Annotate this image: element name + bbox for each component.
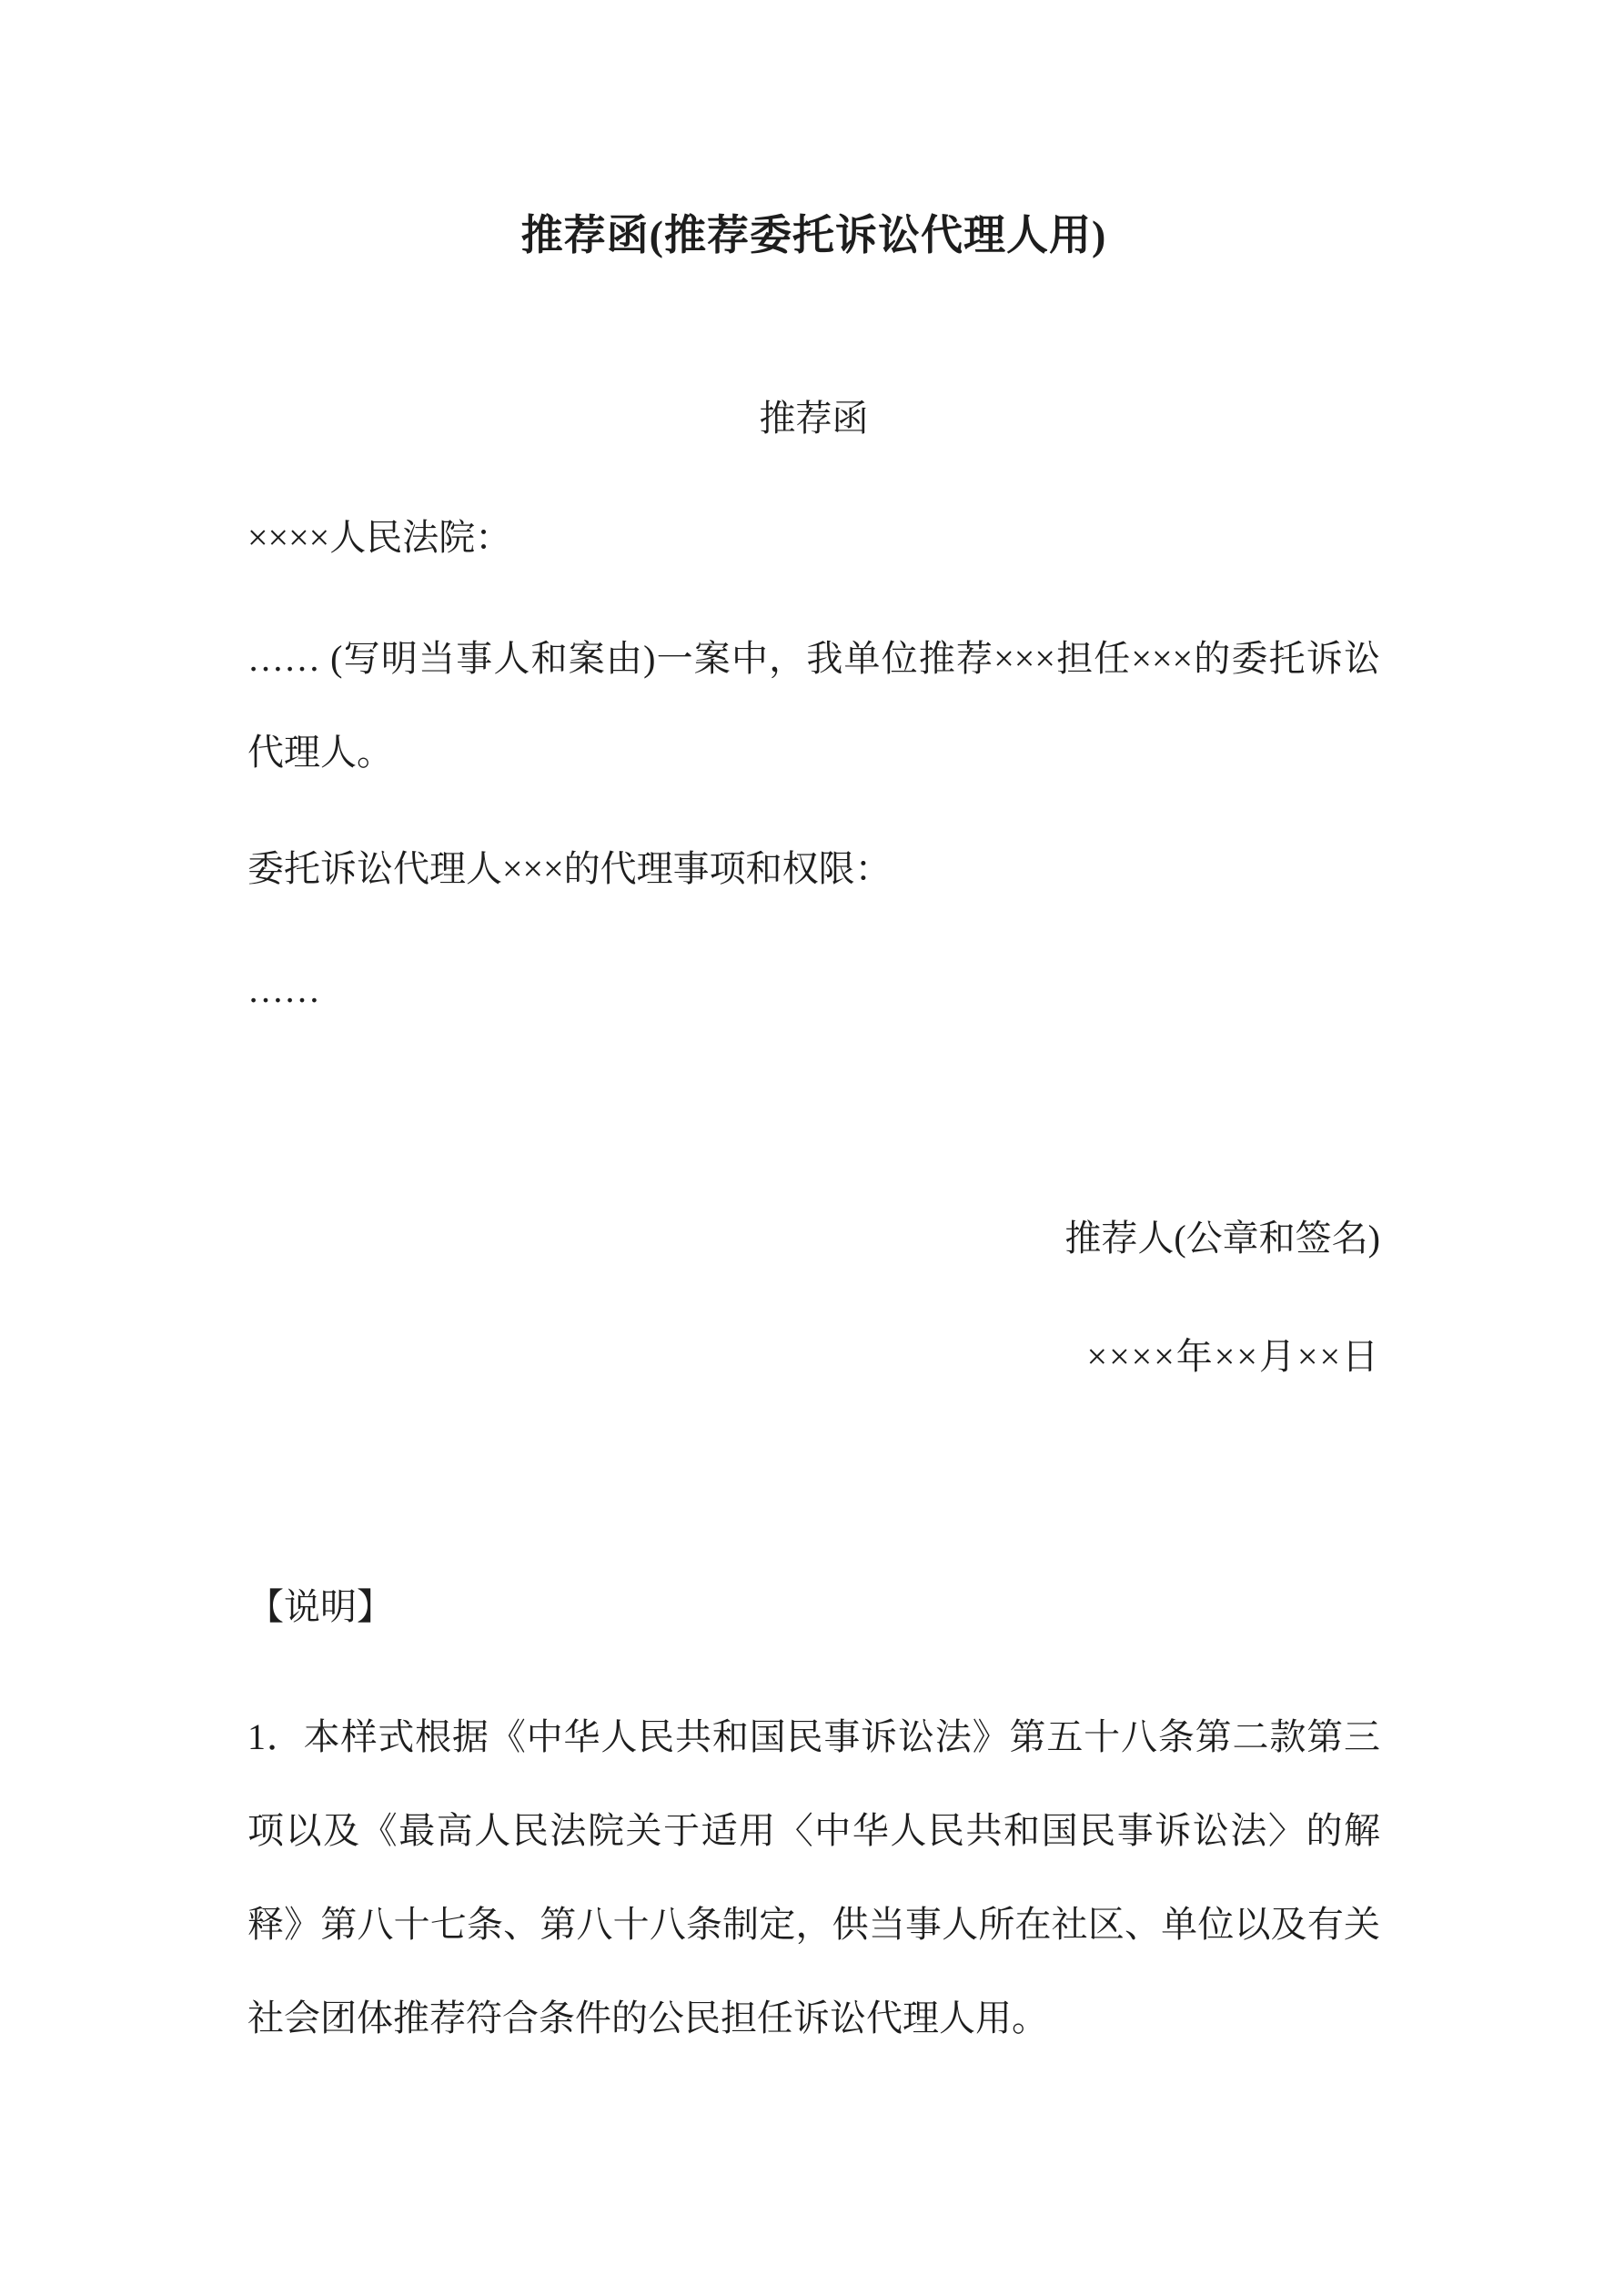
signature-line: 推荐人(公章和签名): [1064, 1218, 1380, 1259]
letter-paragraph: ……: [247, 969, 320, 1010]
document-title: 推荐函(推荐委托诉讼代理人用): [520, 212, 1107, 258]
salutation: ××××人民法院：: [247, 517, 512, 558]
letter-paragraph: …… (写明当事人和案由)一案中，我单位推荐×××担任×××的委托诉讼代理人。: [247, 638, 1380, 773]
date-line: ××××年××月××日: [1086, 1336, 1380, 1377]
letter-heading: 推荐函: [759, 398, 869, 439]
notes-header: 【说明】: [247, 1586, 393, 1627]
note-item: 1．本样式根据《中华人民共和国民事诉讼法》第五十八条第二款第三项以及《最高人民法院关于适用〈中华人民共和国民事诉讼法〉的解释》第八十七条、第八十八条制定，供当事人所在社区、单位以及有关社会团体推荐符合条件的公民担任诉讼代理人用。: [247, 1716, 1380, 2038]
letter-paragraph: 委托诉讼代理人×××的代理事项和权限：: [247, 848, 892, 889]
